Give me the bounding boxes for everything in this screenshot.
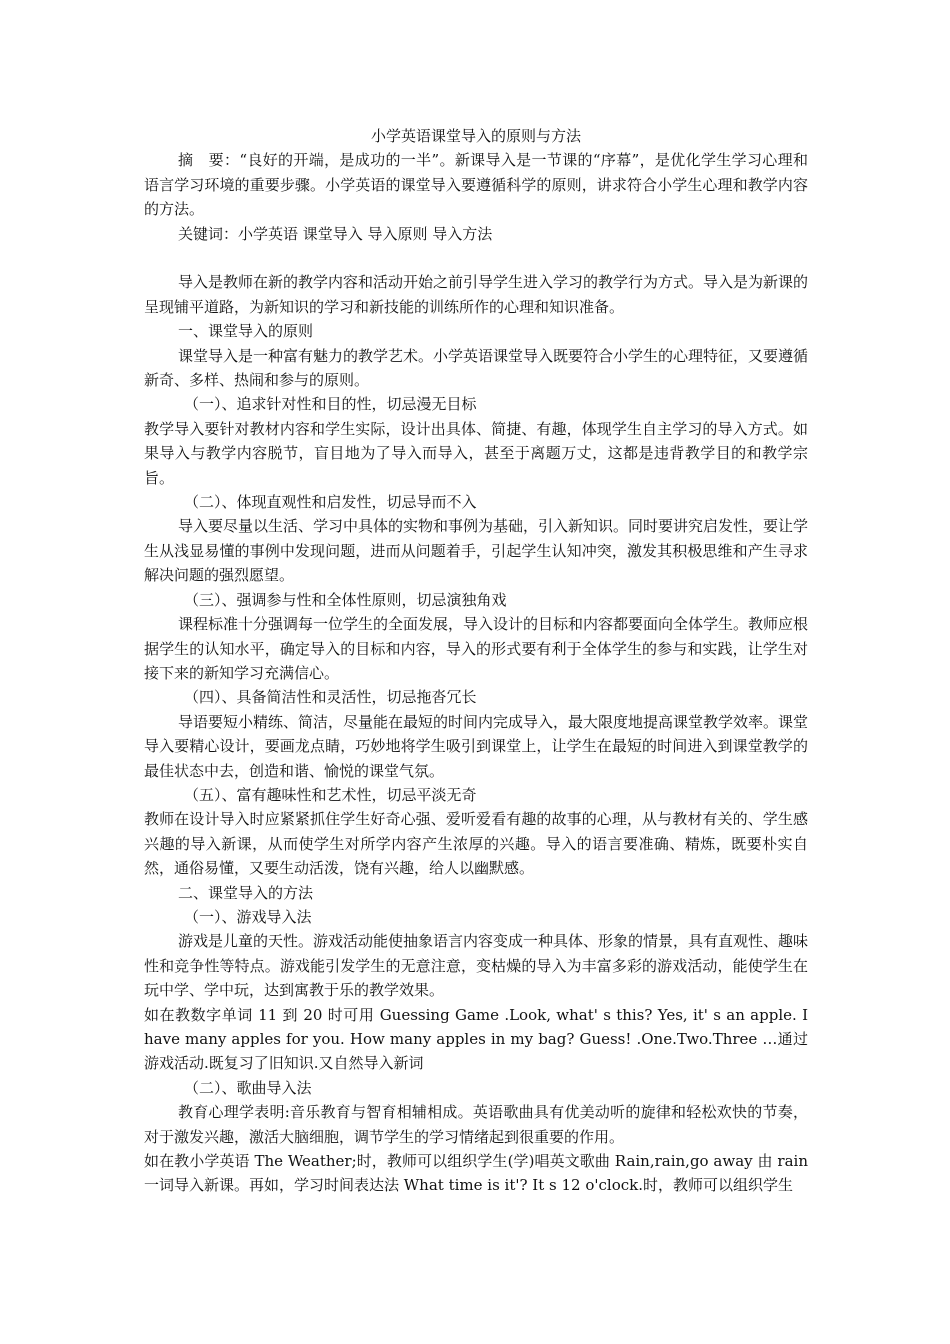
- principle-4-heading: （四）、具备简洁性和灵活性，切忌拖沓冗长: [184, 688, 477, 707]
- principle-3-text: 课程标准十分强调每一位学生的全面发展，导入设计的目标和内容都要面向全体学生。教师应根据学生的认知水平，确定导入的目标和内容，导入的形式要有利于全体学生的参与和实践，让学生对接下来的新知学习充满信心。: [144, 615, 809, 682]
- section-1-intro: 课堂导入是一种富有魅力的教学艺术。小学英语课堂导入既要符合小学生的心理特征，又要遵循新奇、多样、热闹和参与的原则。: [144, 346, 809, 390]
- intro-paragraph: 导入是教师在新的教学内容和活动开始之前引导学生进入学习的教学行为方式。导入是为新课的呈现铺平道路，为新知识的学习和新技能的训练所作的心理和知识准备。: [144, 273, 809, 316]
- method-1-example: 如在教数字单词 11 到 20 时可用 Guessing Game .Look, what' s this? Yes, it' s an apple. I have many apples for you. How many apples in my bag? Guess! .One.Two.Three …通过游戏活动.既复习了旧知识.又自然导入新词: [144, 1005, 808, 1073]
- principle-1-text: 教学导入要针对教材内容和学生实际，设计出具体、简捷、有趣，体现学生自主学习的导入方式。如果导入与教学内容脱节，盲目地为了导入而导入，甚至于离题万丈，这都是违背教学目的和教学宗旨。: [144, 419, 808, 487]
- principle-3-heading: （三）、强调参与性和全体性原则，切忌演独角戏: [184, 590, 507, 609]
- principle-4-text: 导语要短小精练、简洁，尽量能在最短的时间内完成导入，最大限度地提高课堂教学效率。课堂导入要精心设计，要画龙点睛，巧妙地将学生吸引到课堂上，让学生在最短的时间进入到课堂教学的最佳状态中去，创造和谐、愉悦的课堂气氛。: [144, 712, 809, 780]
- section-2-heading: 二、课堂导入的方法: [178, 883, 314, 902]
- principle-5-heading: （五）、富有趣味性和艺术性，切忌平淡无奇: [184, 785, 477, 804]
- blank-line: [144, 246, 808, 270]
- abstract: 摘 要：“良好的开端，是成功的一半”。新课导入是一节课的“序幕”，是优化学生学习心理和语言学习环境的重要步骤。小学英语的课堂导入要遵循科学的原则，讲求符合小学生心理和教学内容的方法。: [144, 151, 808, 219]
- keywords: 关键词：小学英语 课堂导入 导入原则 导入方法: [178, 224, 493, 243]
- method-2-heading: （二）、歌曲导入法: [184, 1078, 312, 1097]
- principle-1-heading: （一）、追求针对性和目的性，切忌漫无目标: [184, 395, 477, 414]
- document-body: [144, 124, 808, 1198]
- method-2-text: 教育心理学表明:音乐教育与智育相辅相成。英语歌曲具有优美动听的旋律和轻松欢快的节奏，对于激发兴趣，激活大脑细胞，调节学生的学习情绪起到很重要的作用。: [144, 1103, 808, 1146]
- principle-2-heading: （二）、体现直观性和启发性，切忌导而不入: [184, 493, 477, 512]
- principle-2-text: 导入要尽量以生活、学习中具体的实物和事例为基础，引入新知识。同时要讲究启发性，要让学生从浅显易懂的事例中发现问题，进而从问题着手，引起学生认知冲突，激发其积极思维和产生寻求解决问题的强烈愿望。: [144, 517, 809, 585]
- principle-5-text: 教师在设计导入时应紧紧抓住学生好奇心强、爱听爱看有趣的故事的心理，从与教材有关的、学生感兴趣的导入新课，从而使学生对所学内容产生浓厚的兴趣。导入的语言要准确、精炼，既要朴实自然，通俗易懂，又要生动活泼，饶有兴趣，给人以幽默感。: [144, 810, 808, 878]
- method-2-example: 如在教小学英语 The Weather;时，教师可以组织学生(学)唱英文歌曲 Rain,rain,go away 由 rain 一词导入新课。再如，学习时间表达法 What time is it'? It s 12 o'clock.时，教师可以组织学生: [144, 1152, 808, 1195]
- method-1-text: 游戏是儿童的天性。游戏活动能使抽象语言内容变成一种具体、形象的情景，具有直观性、趣味性和竞争性等特点。游戏能引发学生的无意注意，变枯燥的导入为丰富多彩的游戏活动，能使学生在玩中学、学中玩，达到寓教于乐的教学效果。: [144, 932, 809, 1000]
- section-1-heading: 一、课堂导入的原则: [178, 322, 314, 341]
- method-1-heading: （一）、游戏导入法: [184, 907, 312, 926]
- document-title: 小学英语课堂导入的原则与方法: [370, 127, 581, 145]
